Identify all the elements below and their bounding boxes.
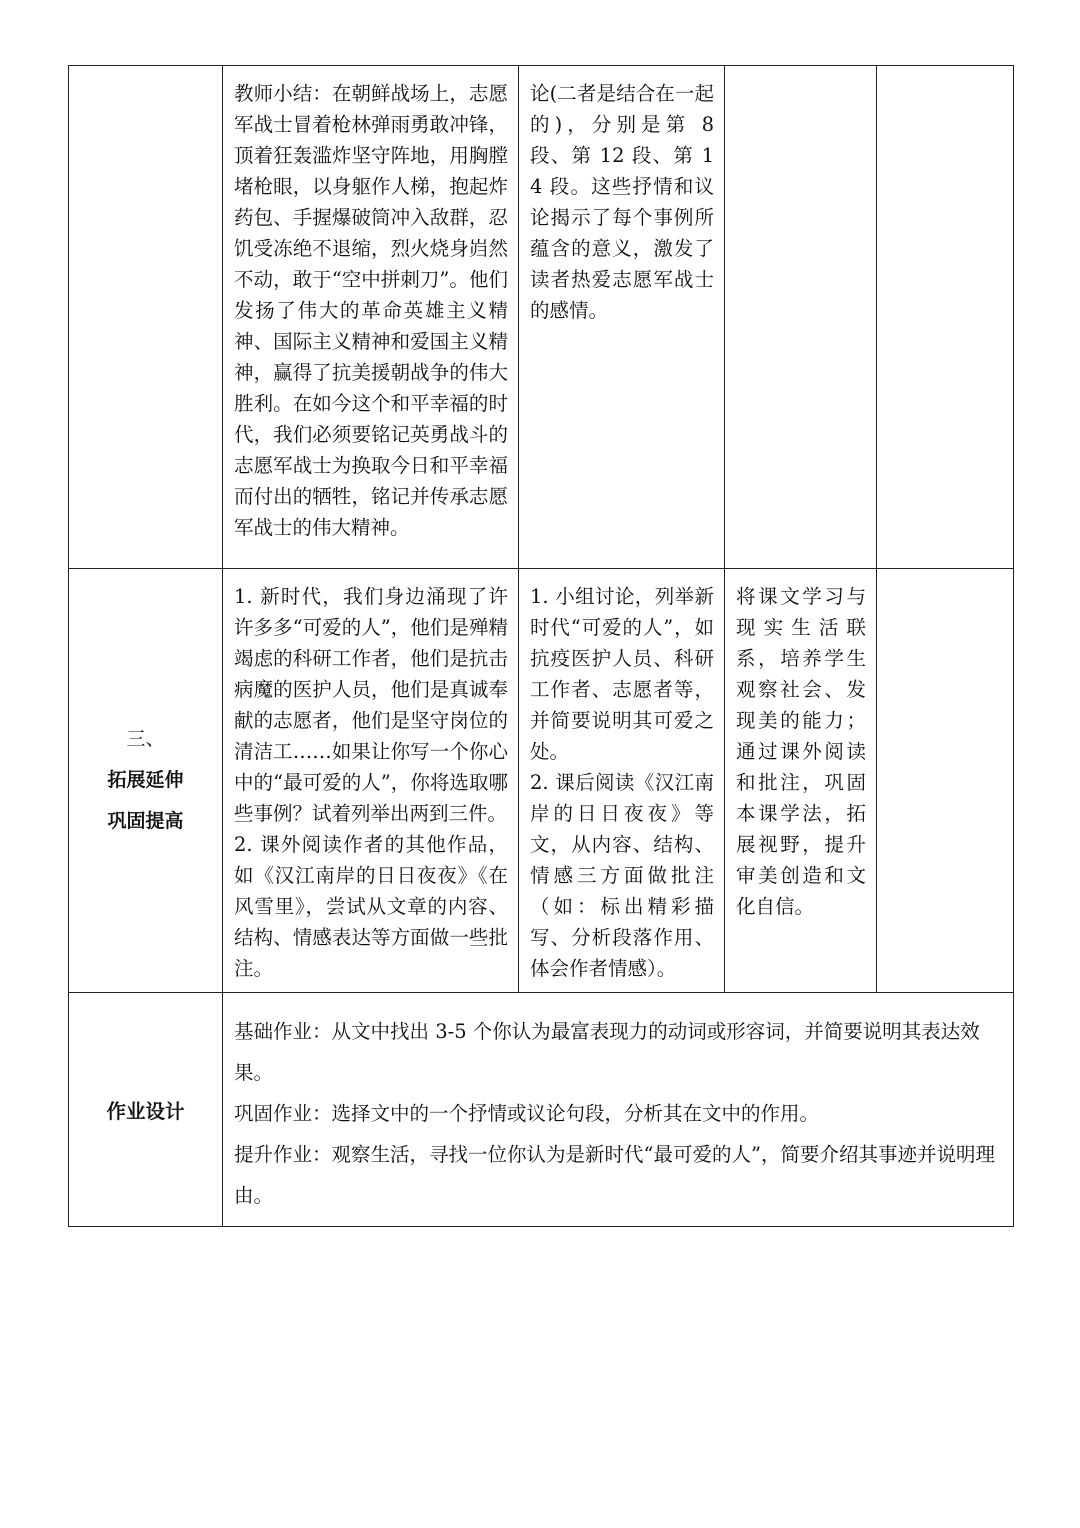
teacher-activity-cell <box>223 569 519 993</box>
notes-text <box>877 569 1013 589</box>
homework-basic: 基础作业：从文中找出 3-5 个你认为最富表现力的动词或形容词，并简要说明其表达效果。 <box>234 1020 980 1084</box>
table-row-summary <box>69 66 1014 569</box>
homework-consolidate: 巩固作业：选择文中的一个抒情或议论句段，分析其在文中的作用。 <box>234 1102 820 1125</box>
teacher-activity-text <box>223 569 518 992</box>
notes-cell <box>877 66 1014 569</box>
student-activity-text: 论(二者是结合在一起的)，分别是第 8 段、第 12 段、第 14 段。这些抒情和议论揭示了每个事例所蕴含的意义，激发了读者热爱志愿军战士的感情。 <box>530 82 714 322</box>
teacher-activity-cell <box>223 66 519 569</box>
lesson-plan-table <box>68 65 1014 1227</box>
student-activity-cell <box>519 569 725 993</box>
teacher-summary-text: 教师小结：在朝鲜战场上，志愿军战士冒着枪林弹雨勇敢冲锋，顶着狂轰滥炸坚守阵地，用胸膛堵枪眼，以身躯作人梯，抱起炸药包、手握爆破筒冲入敌群，忍饥受冻绝不退缩，烈火烧身岿然不动，敢于“空中拼刺刀”。他们发扬了伟大的革命英雄主义精神、国际主义精神和爱国主义精神，赢得了抗美援朝战争的伟大胜利。在如今这个和平幸福的时代，我们必须要铭记英勇战斗的志愿军战士为换取今日和平幸福而付出的牺牲，铭记并传承志愿军战士的伟大精神。 <box>234 82 508 539</box>
stage-number: 三、 <box>126 728 165 750</box>
notes-text <box>877 66 1013 86</box>
design-intent-cell <box>725 569 877 993</box>
homework-content-cell <box>223 993 1014 1227</box>
stage-title-line2: 巩固提高 <box>107 810 184 832</box>
student-activity-text <box>519 569 724 992</box>
student-task-2: 2. 课后阅读《汉江南岸的日日夜夜》等文，从内容、结构、情感三方面做批注（如：标出精彩描写、分析段落作用、体会作者情感）。 <box>530 771 714 980</box>
teacher-task-1: 1. 新时代，我们身边涌现了许许多多“可爱的人”，他们是殚精竭虑的科研工作者，他们是抗击病魔的医护人员，他们是真诚奉献的志愿者，他们是坚守岗位的清洁工……如果让你写一个你心中的“最可爱的人”，你将选取哪些事例？试着列举出两到三件。 <box>234 585 508 825</box>
stage-title-line1: 拓展延伸 <box>107 769 184 791</box>
student-activity-cell <box>519 66 725 569</box>
notes-cell <box>877 569 1014 993</box>
homework-advance: 提升作业：观察生活，寻找一位你认为是新时代“最可爱的人”，简要介绍其事迹并说明理由。 <box>234 1143 995 1207</box>
table-row-extension <box>69 569 1014 993</box>
stage-cell-empty <box>69 66 223 569</box>
stage-cell <box>69 569 223 993</box>
design-intent-text: 将课文学习与现实生活联系，培养学生观察社会、发现美的能力；通过课外阅读和批注，巩固本课学法，拓展视野，提升审美创造和文化自信。 <box>736 585 866 918</box>
design-intent-text <box>725 66 876 86</box>
design-intent-cell <box>725 66 877 569</box>
homework-content <box>223 993 1013 1226</box>
table-row-homework <box>69 993 1014 1227</box>
teacher-task-2: 2. 课外阅读作者的其他作品，如《汉江南岸的日日夜夜》《在风雪里》，尝试从文章的内容、结构、情感表达等方面做一些批注。 <box>234 833 508 980</box>
student-task-1: 1. 小组讨论，列举新时代“可爱的人”，如抗疫医护人员、科研工作者、志愿者等，并简要说明其可爱之处。 <box>530 585 714 763</box>
homework-label: 作业设计 <box>69 993 223 1227</box>
